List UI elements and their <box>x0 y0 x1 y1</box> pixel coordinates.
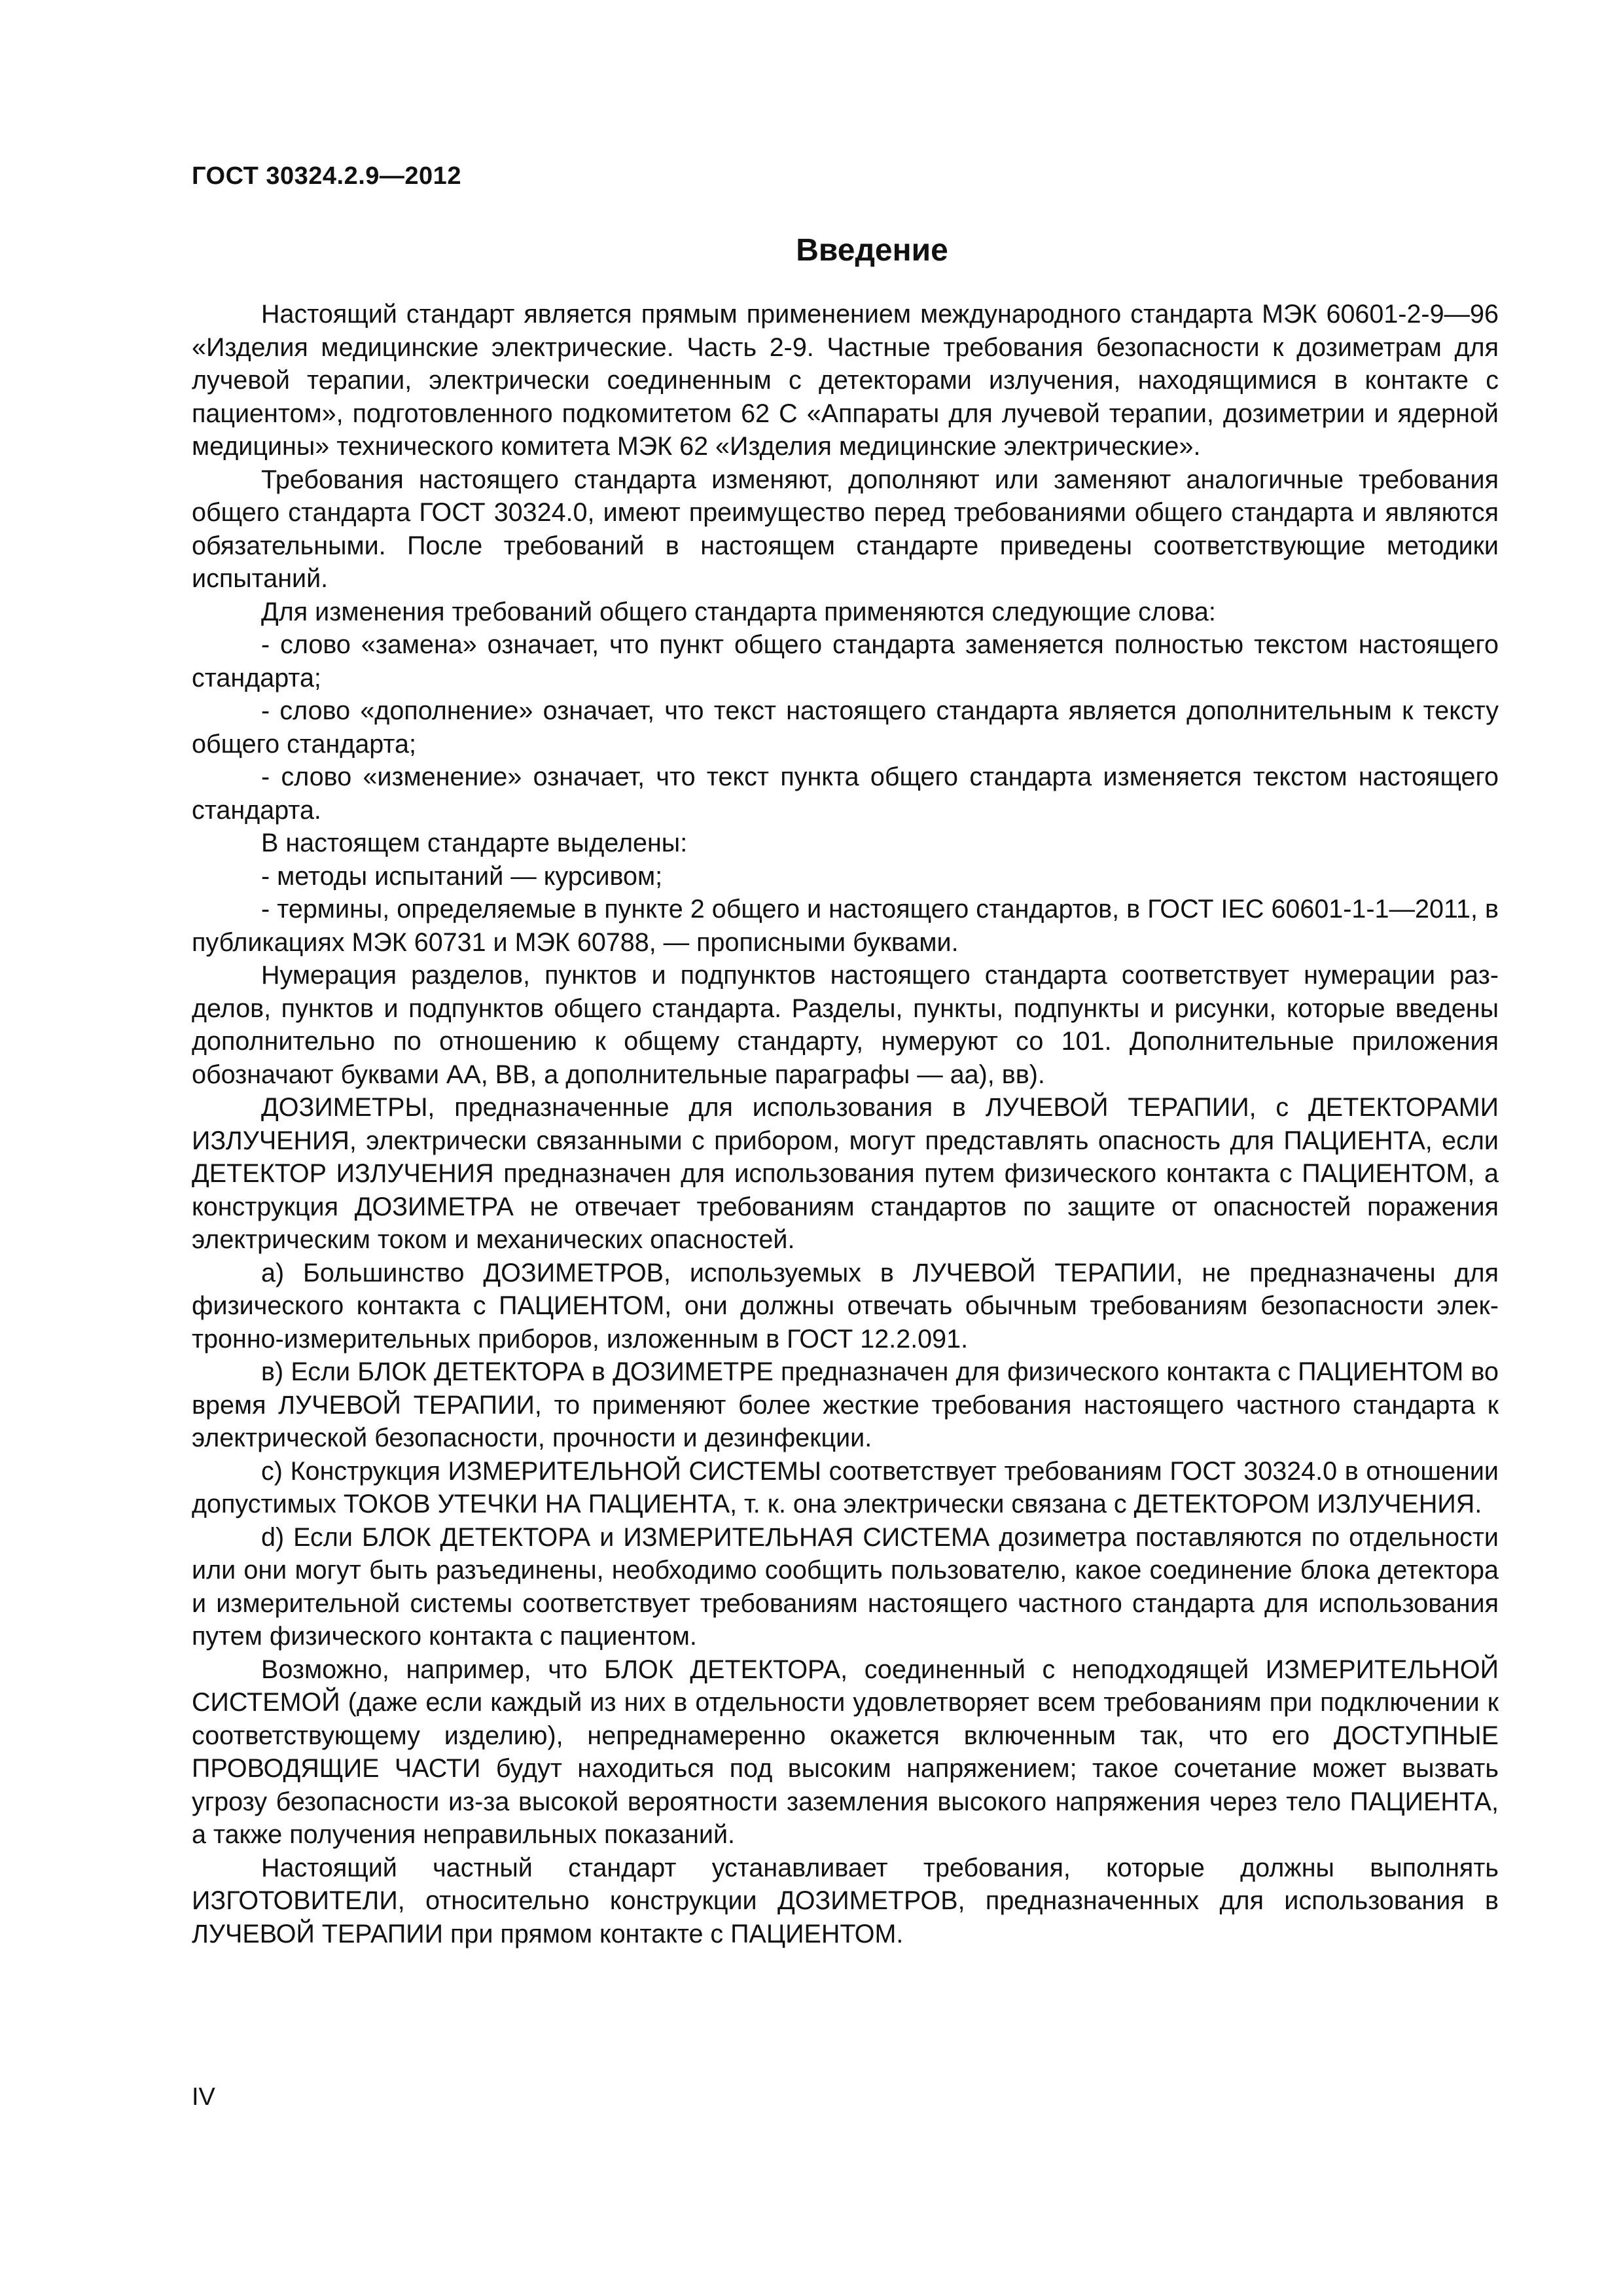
paragraph: d) Если БЛОК ДЕТЕКТОРА и ИЗМЕРИТЕЛЬНАЯ СИСТЕМА дозиметра поставляются по отдельности или они могут быть разъединены, необходимо сообщить пользователю, какое соединение блока детектора и измерительной системы соответствует требованиям настоящего частного стандарта для использования путем физического контакта с пациентом. <box>192 1522 1499 1651</box>
paragraph: Настоящий частный стандарт устанавливает требования, которые должны выполнять ИЗГОТОВИТЕЛИ, относительно конструкции ДОЗИМЕТРОВ, предназначенных для использования в ЛУЧЕВОЙ ТЕРАПИИ при прямом контакте с ПАЦИЕНТОМ. <box>192 1853 1499 1948</box>
paragraph: Требования настоящего стандарта изменяют, дополняют или заменяют аналогичные требования общего стандарта ГОСТ 30324.0, имеют преимущество перед требованиями общего стандарта и являются обязательными. После требований в настоящем стандарте приведены соответствующие методики испытаний. <box>192 465 1499 593</box>
paragraph: ДОЗИМЕТРЫ, предназначенные для использования в ЛУЧЕВОЙ ТЕРАПИИ, с ДЕТЕКТОРАМИ ИЗЛУЧЕНИЯ, электрически связанными с прибором, могут представлять опасность для ПАЦИЕНТА, если ДЕТЕКТОР ИЗЛУЧЕНИЯ предназначен для использования путем физического контакта с ПАЦИЕНТОМ, а конструкция ДОЗИМЕТРА не отвечает требованиям стандартов по защите от опасностей поражения электрическим током и механических опасностей. <box>192 1093 1499 1254</box>
list-item: - методы испытаний — курсивом; <box>261 861 663 891</box>
list-item: - термины, определяемые в пункте 2 общего и настоящего стандартов, в ГОСТ IEC 60601-1-1—2011, в публикациях МЭК 60731 и МЭК 60788, — прописными буквами. <box>192 895 1499 957</box>
list-item: - слово «дополнение» означает, что текст настоящего стандарта является дополнительным к тексту общего стандарта; <box>192 696 1499 759</box>
paragraph: Возможно, например, что БЛОК ДЕТЕКТОРА, соединенный с неподходящей ИЗМЕРИТЕЛЬНОЙ СИСТЕМОЙ (даже если каждый из них в отдельности удовлетворяет всем требованиям при подключении к соответствующему изделию), непреднамеренно окажется включенным так, что его ДОСТУПНЫЕ ПРОВОДЯЩИЕ ЧАСТИ будут находиться под высоким напряжением; такое сочетание может вызвать угрозу безопасности из-за высокой вероятности заземления высокого напряжения через тело ПАЦИЕНТА, а также получения неправильных показаний. <box>192 1655 1499 1849</box>
section-title-wrapper <box>0 232 1623 268</box>
page-number: IV <box>192 2083 215 2111</box>
paragraph: Настоящий стандарт является прямым применением международного стандарта МЭК 60601-2-9—96 «Изделия медицинские электрические. Часть 2-9. Частные требования безопасности к дозиметрам для лучевой терапии, электрически соединенным с детекторами излучения, находящимися в контакте с пациентом», подготовленного подкомитетом 62 С «Аппараты для лучевой терапии, дозиметрии и ядерной медицины» технического комитета МЭК 62 «Изделия медицинские электрические». <box>192 300 1499 461</box>
list-item: - слово «замена» означает, что пункт общего стандарта заменяется полностью текстом настоящего стандарта; <box>192 630 1499 692</box>
section-title: Введение <box>796 233 948 268</box>
list-item: - слово «изменение» означает, что текст пункта общего стандарта изменяется текстом настоящего стандарта. <box>192 762 1499 825</box>
paragraph: Для изменения требований общего стандарта применяются следующие слова: <box>261 597 1216 626</box>
paragraph: Нумерация разделов, пунктов и подпунктов настоящего стандарта соответствует нумерации разделов, пунктов и подпунктов общего стандарта. Разделы, пункты, подпункты и рисунки, которые введены дополнительно по отношению к общему стандарту, нумеруют со 101. Дополнительные приложения обозначают буквами АА, ВВ, а дополнительные параграфы — аа), вв). <box>192 961 1499 1089</box>
paragraph: а) Большинство ДОЗИМЕТРОВ, используемых в ЛУЧЕВОЙ ТЕРАПИИ, не предназначены для физического контакта с ПАЦИЕНТОМ, они должны отвечать обычным требованиям безопасности электронно-измерительных приборов, изложенным в ГОСТ 12.2.091. <box>192 1258 1499 1354</box>
paragraph: в) Если БЛОК ДЕТЕКТОРА в ДОЗИМЕТРЕ предназначен для физического контакта с ПАЦИЕНТОМ во время ЛУЧЕВОЙ ТЕРАПИИ, то применяют более жесткие требования настоящего частного стандарта к электрической безопасности, прочности и дезинфекции. <box>192 1357 1499 1452</box>
body-text <box>192 298 1499 1950</box>
paragraph: с) Конструкция ИЗМЕРИТЕЛЬНОЙ СИСТЕМЫ соответствует требованиям ГОСТ 30324.0 в отношении допустимых ТОКОВ УТЕЧКИ НА ПАЦИЕНТА, т. к. она электрически связана с ДЕТЕКТОРОМ ИЗЛУЧЕНИЯ. <box>192 1456 1499 1518</box>
paragraph: В настоящем стандарте выделены: <box>261 829 688 857</box>
standard-code-header: ГОСТ 30324.2.9—2012 <box>192 162 461 190</box>
